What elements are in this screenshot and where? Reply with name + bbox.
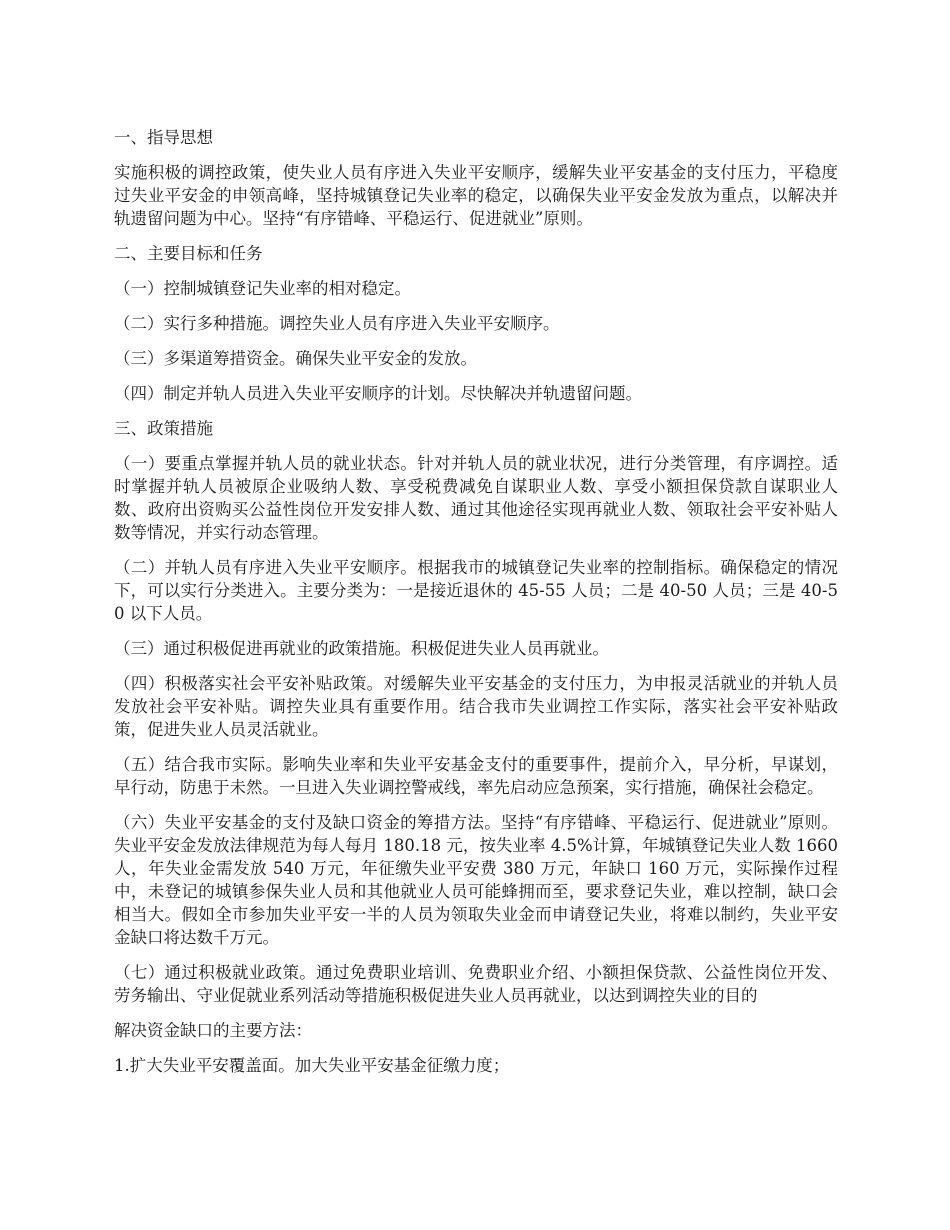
list-item: （四）制定并轨人员进入失业平安顺序的计划。尽快解决并轨遗留问题。: [114, 384, 642, 403]
list-item: （三）多渠道筹措资金。确保失业平安金的发放。: [114, 349, 477, 368]
body-paragraph: 解决资金缺口的主要方法：: [114, 1021, 312, 1040]
body-paragraph: （七）通过积极就业政策。通过免费职业培训、免费职业介绍、小额担保贷款、公益性岗位开发、劳务输出、守业促就业系列活动等措施积极促进失业人员再就业，以达到调控失业的目的: [114, 963, 838, 1005]
body-paragraph: 实施积极的调控政策，使失业人员有序进入失业平安顺序，缓解失业平安基金的支付压力，平稳度过失业平安金的申领高峰，坚持城镇登记失业率的稳定，以确保失业平安金发放为重点，以解决并轨遗留问题为中心。坚持“有序错峰、平稳运行、促进就业”原则。: [114, 163, 838, 228]
section-heading-policy-measures: 三、政策措施: [114, 419, 213, 438]
section-heading-guiding-ideology: 一、指导思想: [114, 128, 213, 147]
body-paragraph: （六）失业平安基金的支付及缺口资金的筹措方法。坚持“有序错峰、平稳运行、促进就业”原则。失业平安金发放法律规范为每人每月 180.18 元，按失业率 4.5%计算，年城镇登记失业人数 1660 人，年失业金需发放 540 万元，年征缴失业平安费 380 万元，年缺口 160 万元，实际操作过程中，未登记的城镇参保失业人员和其他就业人员可能蜂拥而至，要求登记失业，难以控制，缺口会相当大。假如全市参加失业平安一半的人员为领取失业金而申请登记失业，将难以制约，失业平安金缺口将达数千万元。: [114, 813, 838, 947]
body-paragraph: （一）要重点掌握并轨人员的就业状态。针对并轨人员的就业状况，进行分类管理，有序调控。适时掌握并轨人员被原企业吸纳人数、享受税费减免自谋职业人数、享受小额担保贷款自谋职业人数、政府出资购买公益性岗位开发安排人数、通过其他途径实现再就业人数、领取社会平安补贴人数等情况，并实行动态管理。: [114, 454, 838, 542]
body-paragraph: 1.扩大失业平安覆盖面。加大失业平安基金征缴力度；: [114, 1056, 510, 1075]
list-item: （一）控制城镇登记失业率的相对稳定。: [114, 279, 411, 298]
list-item: （二）实行多种措施。调控失业人员有序进入失业平安顺序。: [114, 314, 560, 333]
body-paragraph: （四）积极落实社会平安补贴政策。对缓解失业平安基金的支付压力，为申报灵活就业的并轨人员发放社会平安补贴。调控失业具有重要作用。结合我市失业调控工作实际，落实社会平安补贴政策，促进失业人员灵活就业。: [114, 674, 838, 739]
body-paragraph: （五）结合我市实际。影响失业率和失业平安基金支付的重要事件，提前介入，早分析，早谋划，早行动，防患于未然。一旦进入失业调控警戒线，率先启动应急预案，实行措施，确保社会稳定。: [114, 755, 838, 797]
body-paragraph: （二）并轨人员有序进入失业平安顺序。根据我市的城镇登记失业率的控制指标。确保稳定的情况下，可以实行分类进入。主要分类为：一是接近退休的 45-55 人员；二是 40-50 人员；三是 40-50 以下人员。: [114, 558, 838, 623]
section-heading-goals-tasks: 二、主要目标和任务: [114, 244, 263, 263]
body-paragraph: （三）通过积极促进再就业的政策措施。积极促进失业人员再就业。: [114, 639, 609, 658]
